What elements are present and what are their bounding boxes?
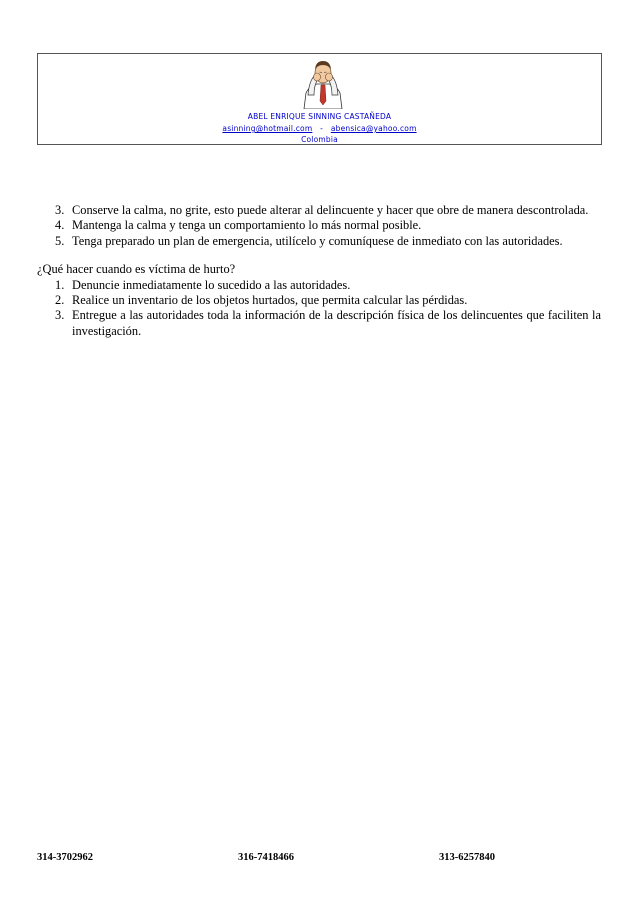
list-text: Realice un inventario de los objetos hurtados, que permita calcular las pérdidas.: [72, 293, 468, 308]
list-number: 2.: [55, 293, 65, 308]
list-item: [37, 293, 601, 308]
theft-steps-list: [37, 278, 601, 340]
header-box: [37, 53, 602, 145]
list-number: 3.: [55, 308, 65, 323]
list-item: [37, 203, 601, 218]
list-item: [37, 218, 601, 233]
safety-tips-list: [37, 203, 601, 249]
author-emails: [38, 124, 601, 133]
section-heading: ¿Qué hacer cuando es víctima de hurto?: [37, 262, 236, 277]
author-name: ABEL ENRIQUE SINNING CASTAÑEDA: [247, 112, 392, 121]
footer-phone-1: 314-3702962: [37, 852, 93, 863]
list-number: 1.: [55, 277, 65, 292]
list-text: Conserve la calma, no grite, esto puede alterar al delincuente y hacer que obre de manera descontrolada.: [72, 203, 589, 217]
email-separator: -: [320, 124, 324, 133]
author-country: Colombia: [301, 135, 338, 144]
list-text: Entregue a las autoridades toda la información de la descripción física de los delincuentes que faciliten la investigación.: [72, 308, 601, 338]
list-item: [37, 234, 601, 249]
list-number: 5.: [55, 233, 65, 248]
list-text: Tenga preparado un plan de emergencia, utilícelo y comuníquese de inmediato con las autoridades.: [72, 233, 563, 248]
email-link-yahoo[interactable]: abensica@yahoo.com: [330, 124, 417, 133]
stressed-man-illustration: [300, 57, 346, 109]
list-number: 4.: [55, 218, 65, 233]
document-body: [37, 203, 601, 339]
email-link-hotmail[interactable]: asinning@hotmail.com: [222, 124, 313, 133]
list-text: Mantenga la calma y tenga un comportamiento lo más normal posible.: [72, 218, 422, 233]
list-text: Denuncie inmediatamente lo sucedido a las autoridades.: [72, 277, 351, 292]
list-number: 3.: [55, 203, 65, 217]
footer-phone-3: 313-6257840: [439, 852, 495, 863]
footer-phone-2: 316-7418466: [238, 852, 294, 863]
list-item: [37, 278, 601, 293]
list-item: [37, 308, 601, 339]
